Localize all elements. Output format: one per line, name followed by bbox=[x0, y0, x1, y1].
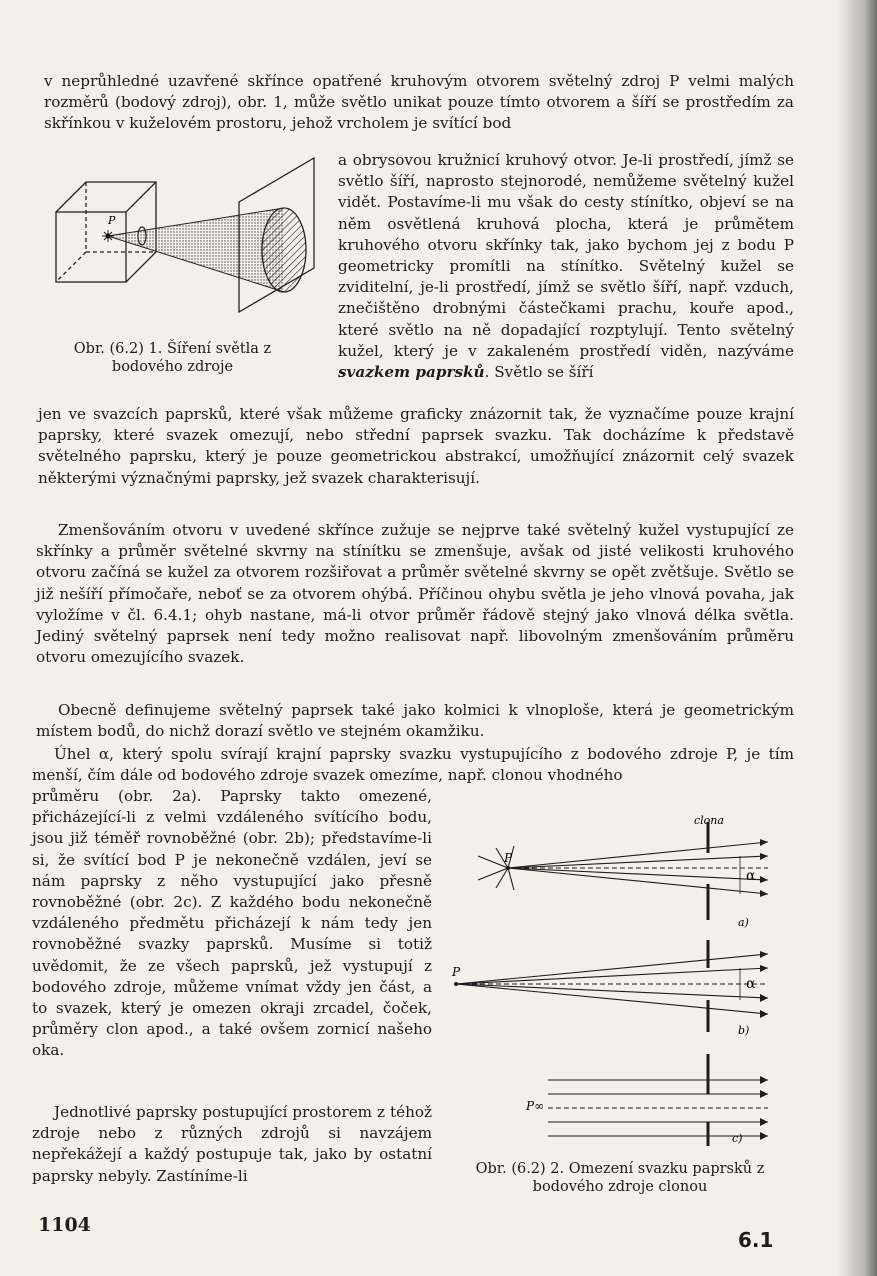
figure-2-label-p-b: P bbox=[452, 965, 461, 979]
paragraph-intro-right bbox=[338, 150, 794, 383]
paragraph-angle-left-text: průměru (obr. 2a). Paprsky takto omezené, přicházející-li z velmi vzdáleného svítícího bodu, jsou již téměř rovnoběžné (obr. 2b); představíme-li si, že svítící bod P je nekonečně vzdálen, jeví se nám paprsky z něho vystupující jako přesně rovnoběžné (obr. 2c). Z každého bodu nekonečně vzdáleného předmětu přicházejí k nám tedy jen rovnoběžné svazky paprsků. Musíme si totiž uvědomit, že ze všech paprsků, jež vystupují z bodového zdroje, můžeme vnímat vždy jen část, a to svazek, který je omezen okraji zrcadel, čoček, průměry clon apod., a také ovšem zornicí našeho oka. bbox=[32, 787, 432, 1060]
paragraph-definition bbox=[36, 700, 794, 742]
figure-1-caption-text: Obr. (6.2) 1. Šíření světla z bodového zdroje bbox=[73, 341, 272, 375]
figure-2-caption-text: Obr. (6.2) 2. Omezení svazku paprsků z bodového zdroje clonou bbox=[475, 1161, 765, 1195]
paragraph-angle-left bbox=[32, 786, 432, 1062]
figure-2-label-p-inf: P∞ bbox=[526, 1099, 545, 1113]
paragraph-angle-text: Úhel α, který spolu svírají krajní paprsky svazku vystupujícího z bodového zdroje P, je tím menší, čím dále od bodového zdroje svazek omezíme, např. clonou vhodného bbox=[32, 745, 794, 785]
figure-2-label-b: b) bbox=[738, 1024, 750, 1037]
paragraph-aperture bbox=[36, 520, 794, 668]
page-number: 1104 bbox=[38, 1214, 91, 1236]
paragraph-independence-text: Jednotlivé paprsky postupující prostorem z téhož zdroje nebo z různých zdrojů si navzájem nepřekážejí a každý postupuje tak, jako by ostatní paprsky nebyly. Zastíníme-li bbox=[32, 1103, 432, 1185]
paragraph-intro-text: v neprůhledné uzavřené skřínce opatřené kruhovým otvorem světelný zdroj P velmi malých rozměrů (bodový zdroj), obr. 1, může světlo unikat pouze tímto otvorem a šíří se prostředím za skřínkou v kuželovém prostoru, jehož vrcholem je svítící bod bbox=[44, 72, 794, 133]
figure-2-label-alpha-b: α bbox=[746, 976, 756, 992]
paragraph-intro bbox=[44, 71, 794, 135]
figure-2-caption bbox=[450, 1160, 790, 1196]
paragraph-independence bbox=[32, 1102, 432, 1187]
figure-1-light-cone-diagram bbox=[44, 150, 319, 328]
page-edge-shadow bbox=[837, 0, 877, 1276]
paragraph-aperture-text: Zmenšováním otvoru v uvedené skřínce zužuje se nejprve také světelný kužel vystupující ze skřínky a průměr světelné skvrny na stínítku se zmenšuje, avšak od jisté velikosti kruhového otvoru začíná se kužel za otvorem rozšiřovat a průměr světelné skvrny se opět zvětšuje. Světlo se již nešíří přímočaře, neboť se za otvorem ohýbá. Příčinou ohybu světla je jeho vlnová povaha, jak vyložíme v čl. 6.4.1; ohyb nastane, má-li otvor průměr řádově stejný jako vlnová délka světla. Jediný světelný paprsek není tedy možno realisovat např. libovolným zmenšováním průměru otvoru omezujícího svazek. bbox=[36, 521, 794, 667]
paragraph-intro-right-end: . Světlo se šíří bbox=[484, 363, 594, 382]
figure-2-label-p-a: P bbox=[504, 851, 513, 865]
section-number: 6.1 bbox=[738, 1228, 774, 1252]
figure-2-label-a: a) bbox=[738, 916, 749, 929]
figure-1-label-p: P bbox=[108, 214, 116, 227]
figure-1-caption bbox=[40, 340, 305, 376]
paragraph-continuation bbox=[38, 404, 794, 489]
paragraph-continuation-text: jen ve svazcích paprsků, které však můžeme graficky znázornit tak, že vyznačíme pouze krajní paprsky, které svazek omezují, nebo střední paprsek svazku. Tak docházíme k představě světelného paprsku, který je pouze geometrickou abstrakcí, umožňující znázornit celý svazek některými význačnými paprsky, jež svazek charakterisují. bbox=[38, 405, 794, 487]
figure-2-label-alpha-a: α bbox=[746, 868, 756, 884]
figure-2-label-c: c) bbox=[732, 1132, 743, 1145]
figure-2-beam-aperture-diagram bbox=[448, 808, 788, 1148]
paragraph-intro-right-text: a obrysovou kružnicí kruhový otvor. Je-li prostředí, jímž se světlo šíří, naprosto stejnorodé, nemůžeme světelný kužel vidět. Postavíme-li mu však do cesty stínítko, objeví se na něm osvětlená kruhová plocha, která je průmětem kruhového otvoru skřínky tak, jako bychom jej z bodu P geometricky promítli na stínítko. Světelný kužel se zviditelní, je-li prostředí, jímž se světlo šíří, např. vzduch, znečištěno drobnými částečkami prachu, kouře apod., které světlo na ně dopadající rozptylují. Tento světelný kužel, který je v zakaleném prostředí viděn, nazýváme bbox=[338, 151, 794, 360]
figure-2-label-clona: clona bbox=[694, 814, 724, 827]
term-svazek-paprsku: svazkem paprsků bbox=[338, 363, 485, 382]
paragraph-angle bbox=[32, 744, 794, 786]
paragraph-definition-text: Obecně definujeme světelný paprsek také jako kolmici k vlnoploše, která je geometrickým místem bodů, do nichž dorazí světlo ve stejném okamžiku. bbox=[36, 701, 794, 741]
